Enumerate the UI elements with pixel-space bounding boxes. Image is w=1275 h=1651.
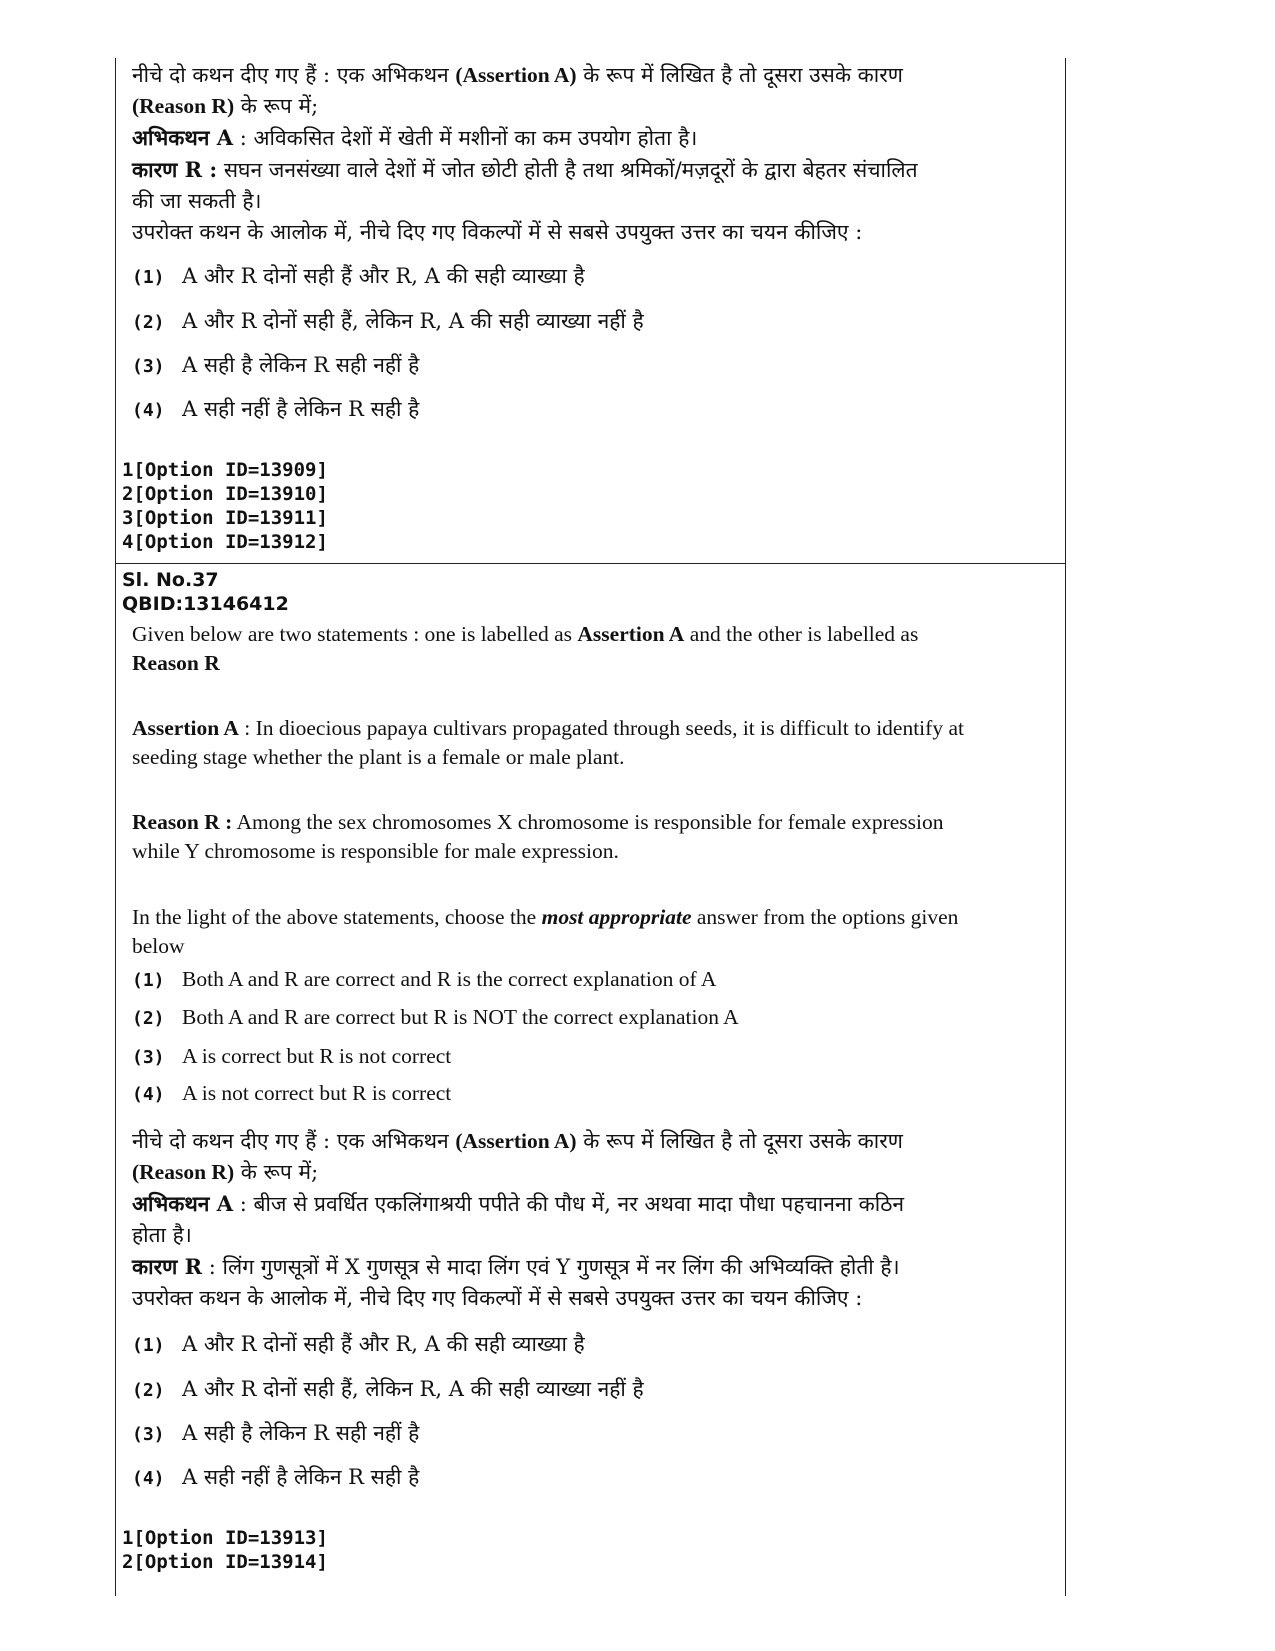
table-left-border: [115, 58, 116, 1596]
q37-reason-line2: while Y chromosome is responsible for male expression.: [132, 839, 619, 863]
q37-hi-assertion: अभिकथन A : बीज से प्रवर्धित एकलिंगाश्रयी पपीते की पौध में, नर अथवा मादा पौधा पहचानना कठिन: [132, 1191, 905, 1216]
q37-english-intro: [132, 620, 1057, 678]
q36-option-4: (4) A सही नहीं है लेकिन R सही है: [132, 397, 420, 421]
q36-option-id-2: 2[Option ID=13910]: [122, 483, 328, 505]
q37-hindi-stem: [132, 1126, 1057, 1314]
q37-instruction-line1: In the light of the above statements, choose the most appropriate answer from the options given: [132, 905, 959, 929]
q37-option-id-2: 2[Option ID=13914]: [122, 1551, 328, 1573]
q37-hi-instruction: उपरोक्त कथन के आलोक में, नीचे दिए गए विकल्पों में से सबसे उपयुक्त उत्तर का चयन कीजिए :: [132, 1286, 863, 1310]
q37-hi-option-4: (4) A सही नहीं है लेकिन R सही है: [132, 1465, 420, 1489]
q37-english-reason: [132, 808, 1057, 866]
q36-intro-line2: (Reason R) के रूप में;: [132, 94, 319, 118]
q37-hi-option-2: (2) A और R दोनों सही हैं, लेकिन R, A की सही व्याख्या नहीं है: [132, 1377, 644, 1401]
q36-option-3: (3) A सही है लेकिन R सही नहीं है: [132, 353, 420, 377]
q36-reason: कारण R : सघन जनसंख्या वाले देशों में जोत छोटी होती है तथा श्रमिकों/मज़दूरों के द्वारा बेहतर संचालित: [132, 157, 918, 182]
q37-assertion-line2: seeding stage whether the plant is a female or male plant.: [132, 745, 625, 769]
q36-intro-line1: नीचे दो कथन दीए गए हैं : एक अभिकथन (Assertion A) के रूप में लिखित है तो दूसरा उसके कारण: [132, 63, 903, 87]
q37-hi-reason: कारण R : लिंग गुणसूत्रों में X गुणसूत्र से मादा लिंग एवं Y गुणसूत्र में नर लिंग की अभिव्यक्ति होती है।: [132, 1254, 900, 1279]
q36-instruction: उपरोक्त कथन के आलोक में, नीचे दिए गए विकल्पों में से सबसे उपयुक्त उत्तर का चयन कीजिए :: [132, 220, 863, 244]
q37-intro-line1: Given below are two statements : one is labelled as Assertion A and the other is labelled as: [132, 622, 919, 646]
q37-english-assertion: [132, 714, 1057, 772]
table-right-border: [1065, 58, 1066, 1596]
q36-option-id-1: 1[Option ID=13909]: [122, 459, 328, 481]
q37-instruction-line2: below: [132, 934, 185, 958]
q37-en-option-2: (2) Both A and R are correct but R is NOT the correct explanation A: [132, 1005, 739, 1029]
q37-qbid: QBID:13146412: [122, 593, 289, 615]
q37-english-instruction: [132, 903, 1057, 961]
q37-en-option-1: (1) Both A and R are correct and R is the correct explanation of A: [132, 967, 717, 991]
q37-en-option-3: (3) A is correct but R is not correct: [132, 1044, 452, 1068]
q37-hi-intro-line1: नीचे दो कथन दीए गए हैं : एक अभिकथन (Assertion A) के रूप में लिखित है तो दूसरा उसके कारण: [132, 1129, 903, 1153]
q37-hi-option-3: (3) A सही है लेकिन R सही नहीं है: [132, 1421, 420, 1445]
q36-option-id-3: 3[Option ID=13911]: [122, 507, 328, 529]
q37-option-id-1: 1[Option ID=13913]: [122, 1527, 328, 1549]
q37-hi-option-1: (1) A और R दोनों सही हैं और R, A की सही व्याख्या है: [132, 1332, 585, 1356]
q37-serial-number: Sl. No.37: [122, 569, 219, 591]
q36-option-1: (1) A और R दोनों सही हैं और R, A की सही व्याख्या है: [132, 264, 585, 288]
row-divider: [115, 563, 1066, 564]
q36-assertion: अभिकथन A : अविकसित देशों में खेती में मशीनों का कम उपयोग होता है।: [132, 125, 698, 150]
q37-hi-assertion-cont: होता है।: [132, 1223, 192, 1247]
q36-option-id-4: 4[Option ID=13912]: [122, 531, 328, 553]
q36-reason-cont: की जा सकती है।: [132, 189, 262, 213]
q37-en-option-4: (4) A is not correct but R is correct: [132, 1081, 452, 1105]
q36-option-2: (2) A और R दोनों सही हैं, लेकिन R, A की सही व्याख्या नहीं है: [132, 309, 644, 333]
q37-hi-intro-line2: (Reason R) के रूप में;: [132, 1160, 319, 1184]
q37-assertion-line1: Assertion A : In dioecious papaya cultivars propagated through seeds, it is difficult to identify at: [132, 716, 964, 740]
q37-intro-line2: Reason R: [132, 651, 220, 675]
q37-reason-line1: Reason R : Among the sex chromosomes X chromosome is responsible for female expression: [132, 810, 944, 834]
q36-hindi-stem: [132, 60, 1057, 248]
